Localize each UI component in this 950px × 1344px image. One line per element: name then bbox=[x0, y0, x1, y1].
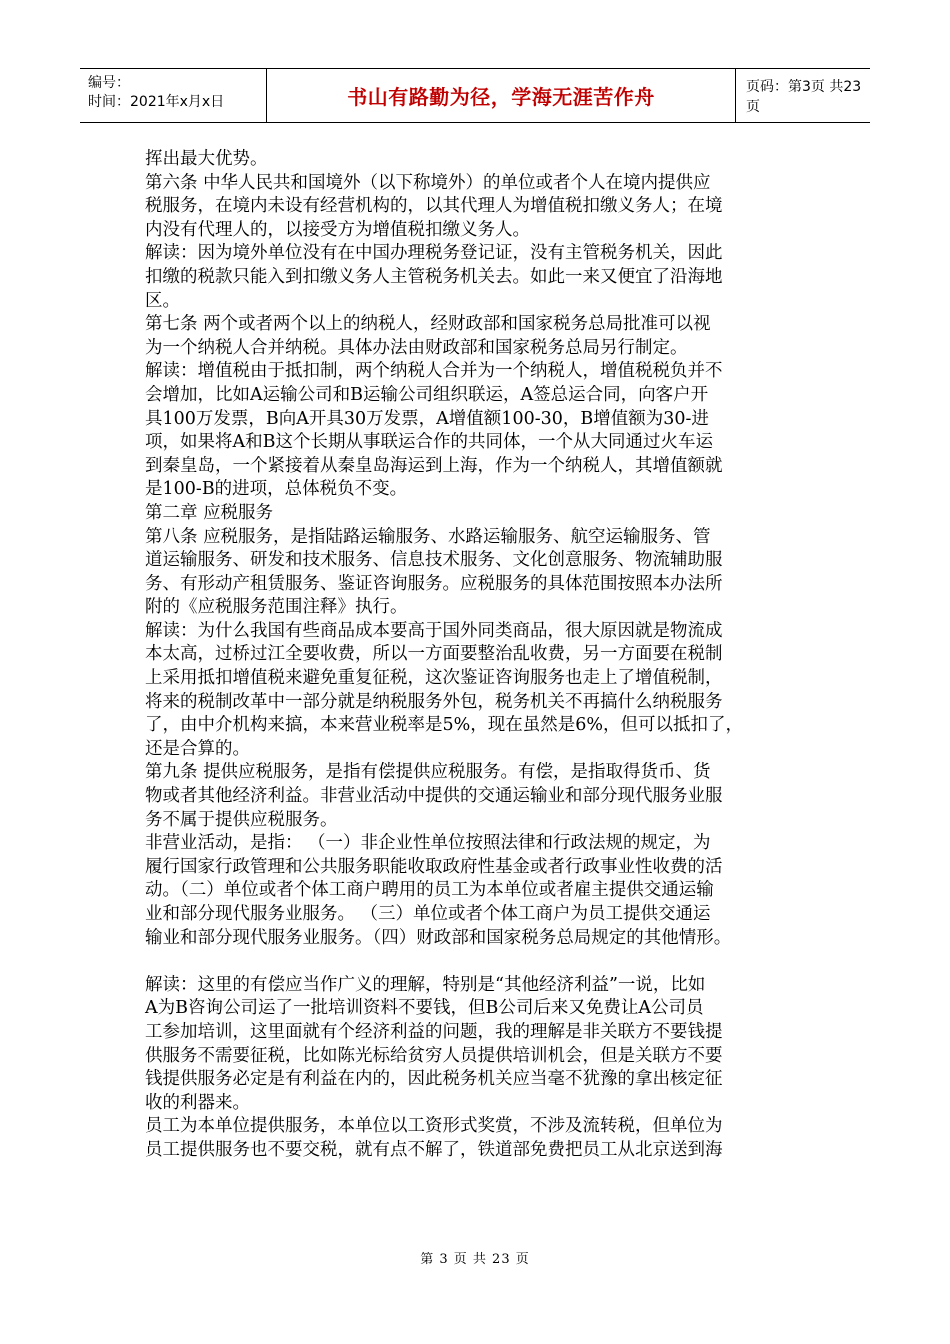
page-footer: 第 3 页 共 23 页 bbox=[420, 1252, 530, 1267]
text-line: 业和部分现代服务业服务。 （三）单位或者个体工商户为员工提供交通运 bbox=[145, 904, 711, 924]
text-line: 钱提供服务必定是有利益在内的，因此税务机关应当毫不犹豫的拿出核定征 bbox=[145, 1069, 723, 1090]
text-line: 本太高，过桥过江全要收费，所以一方面要整治乱收费，另一方面要在税制 bbox=[145, 644, 723, 665]
text-line: 解读：增值税由于抵扣制，两个纳税人合并为一个纳税人，增值税税负并不 bbox=[145, 361, 723, 382]
text-line: 了，由中介机构来搞，本来营业税率是5%，现在虽然是6%，但可以抵扣了， bbox=[145, 715, 744, 736]
text-line: 输业和部分现代服务业服务。（四）财政部和国家税务总局规定的其他情形。 bbox=[145, 927, 732, 948]
text-line: 还是合算的。 bbox=[145, 738, 250, 759]
text-line: 收的利器来。 bbox=[145, 1092, 250, 1113]
text-line: 第七条 两个或者两个以上的纳税人，经财政部和国家税务总局批准可以视 bbox=[145, 314, 711, 335]
header-meta bbox=[80, 69, 267, 122]
header-motto: 书山有路勤为径，学海无涯苦作舟 bbox=[267, 69, 736, 122]
text-line: 上采用抵扣增值税来避免重复征税，这次鉴证咨询服务也走上了增值税制， bbox=[145, 668, 723, 689]
header-page-info: 页码：第3页 共23页 bbox=[746, 78, 862, 115]
text-line: 务不属于提供应税服务。 bbox=[145, 809, 338, 830]
text-line: 物或者其他经济利益。非营业活动中提供的交通运输业和部分现代服务业服 bbox=[145, 786, 723, 807]
text-line: 解读：为什么我国有些商品成本要高于国外同类商品，很大原因就是物流成 bbox=[145, 620, 723, 641]
text-line: 员工提供服务也不要交税，就有点不解了，铁道部免费把员工从北京送到海 bbox=[145, 1139, 723, 1160]
text-line: 第二章 应税服务 bbox=[145, 502, 274, 523]
date-label: 时间：2021年x月x日 bbox=[88, 94, 225, 110]
text-line: 动。（二）单位或者个体工商户聘用的员工为本单位或者雇主提供交通运输 bbox=[145, 880, 714, 901]
text-line: 员工为本单位提供服务，本单位以工资形式奖赏，不涉及流转税，但单位为 bbox=[145, 1116, 723, 1137]
serial-number-label: 编号： bbox=[88, 75, 130, 91]
text-line: A为B咨询公司运了一批培训资料不要钱，但B公司后来又免费让A公司员 bbox=[145, 998, 704, 1019]
text-line: 将来的税制改革中一部分就是纳税服务外包，税务机关不再搞什么纳税服务 bbox=[145, 691, 723, 712]
text-line: 税服务，在境内未设有经营机构的，以其代理人为增值税扣缴义务人；在境 bbox=[145, 196, 723, 217]
text-line: 非营业活动，是指： （一）非企业性单位按照法律和行政法规的规定，为 bbox=[145, 833, 711, 854]
text-line: 解读：这里的有偿应当作广义的理解，特别是“其他经济利益”一说，比如 bbox=[145, 974, 706, 995]
text-line: 第六条 中华人民共和国境外（以下称境外）的单位或者个人在境内提供应 bbox=[145, 172, 711, 193]
text-line: 是100-B的进项，总体税负不变。 bbox=[145, 479, 408, 500]
text-line: 解读：因为境外单位没有在中国办理税务登记证，没有主管税务机关，因此 bbox=[145, 243, 723, 264]
text-line: 供服务不需要征税，比如陈光标给贫穷人员提供培训机会，但是关联方不要 bbox=[145, 1045, 723, 1066]
text-line: 扣缴的税款只能入到扣缴义务人主管税务机关去。如此一来又便宜了沿海地 bbox=[145, 266, 723, 287]
text-line: 挥出最大优势。 bbox=[145, 149, 268, 169]
text-line: 区。 bbox=[145, 290, 180, 311]
text-line: 第八条 应税服务，是指陆路运输服务、水路运输服务、航空运输服务、管 bbox=[145, 526, 711, 547]
text-line: 附的《应税服务范围注释》执行。 bbox=[145, 597, 408, 618]
text-line: 到秦皇岛，一个紧接着从秦皇岛海运到上海，作为一个纳税人，其增值额就 bbox=[145, 455, 723, 476]
text-line: 内没有代理人的，以接受方为增值税扣缴义务人。 bbox=[145, 219, 530, 240]
text-line: 为一个纳税人合并纳税。具体办法由财政部和国家税务总局另行制定。 bbox=[145, 337, 688, 358]
text-line: 务、有形动产租赁服务、鉴证咨询服务。应税服务的具体范围按照本办法所 bbox=[145, 573, 723, 594]
page-header bbox=[80, 68, 870, 123]
document-body bbox=[145, 148, 810, 1163]
text-line: 履行国家行政管理和公共服务职能收取政府性基金或者行政事业性收费的活 bbox=[145, 856, 723, 877]
text-line: 道运输服务、研发和技术服务、信息技术服务、文化创意服务、物流辅助服 bbox=[145, 550, 723, 571]
text-line: 具100万发票，B向A开具30万发票，A增值额100-30，B增值额为30-进 bbox=[145, 408, 709, 429]
text-line: 会增加，比如A运输公司和B运输公司组织联运，A签总运合同，向客户开 bbox=[145, 384, 709, 405]
text-line bbox=[145, 950, 810, 974]
text-line: 第九条 提供应税服务，是指有偿提供应税服务。有偿，是指取得货币、货 bbox=[145, 762, 711, 783]
text-line: 项，如果将A和B这个长期从事联运合作的共同体，一个从大同通过火车运 bbox=[145, 432, 713, 453]
text-line: 工参加培训，这里面就有个经济利益的问题，我的理解是非关联方不要钱提 bbox=[145, 1021, 723, 1042]
